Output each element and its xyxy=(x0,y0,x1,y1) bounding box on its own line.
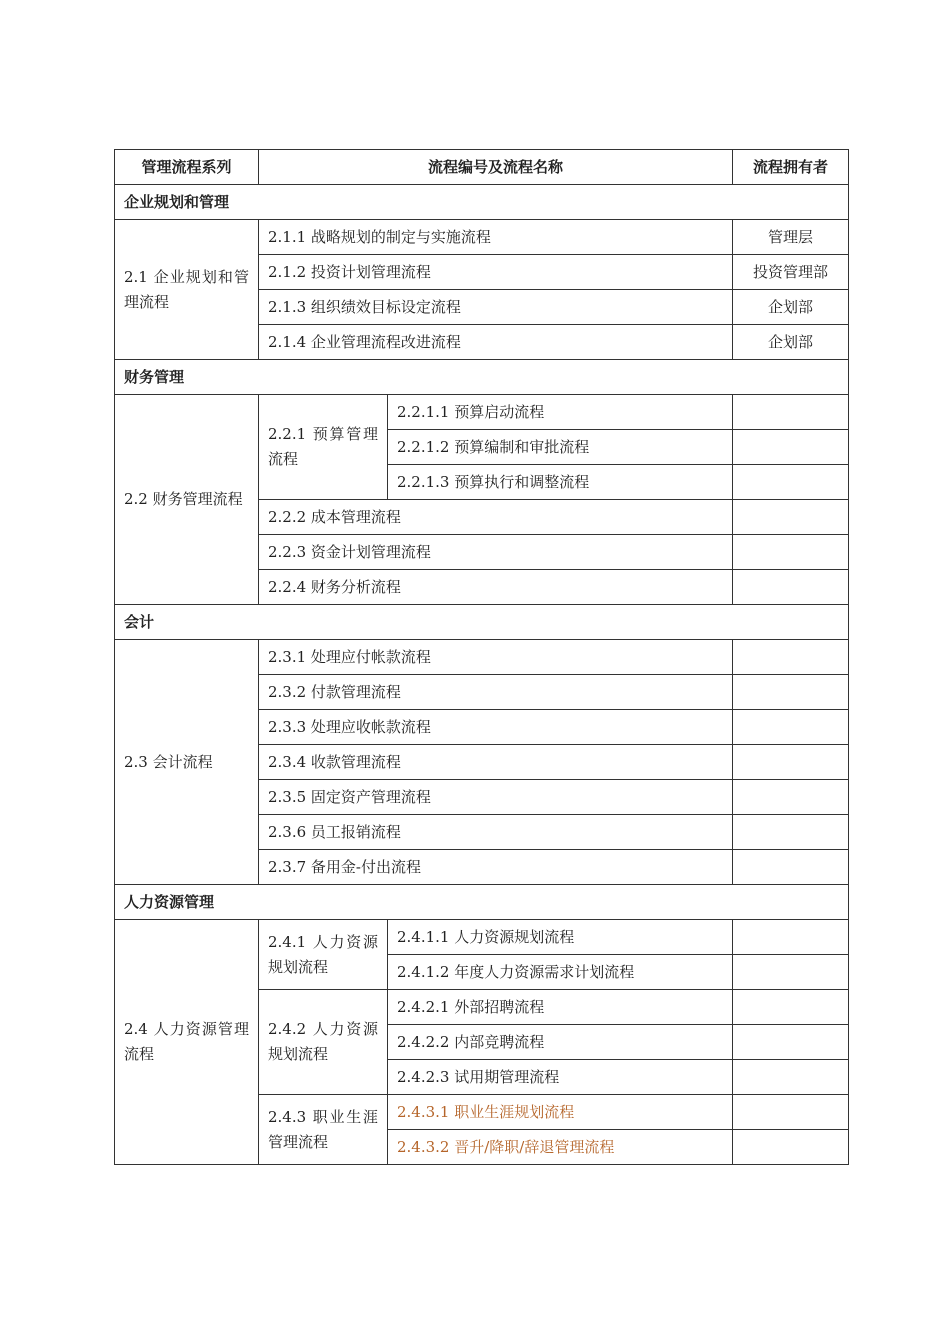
process-owner xyxy=(733,710,849,745)
process-table xyxy=(114,149,849,1165)
process-owner xyxy=(733,500,849,535)
subgroup-cell: 2.4.1 人力资源规划流程 xyxy=(259,920,388,990)
header-series: 管理流程系列 xyxy=(115,150,259,185)
process-owner xyxy=(733,850,849,885)
section-title: 企业规划和管理 xyxy=(115,185,849,220)
header-process-name: 流程编号及流程名称 xyxy=(259,150,733,185)
process-name: 2.4.1.2 年度人力资源需求计划流程 xyxy=(388,955,733,990)
process-owner xyxy=(733,955,849,990)
process-name-highlighted: 2.4.3.1 职业生涯规划流程 xyxy=(388,1095,733,1130)
process-name: 2.2.1.3 预算执行和调整流程 xyxy=(388,465,733,500)
subgroup-cell: 2.2.1 预算管理流程 xyxy=(259,395,388,500)
process-owner xyxy=(733,990,849,1025)
series-cell: 2.4 人力资源管理流程 xyxy=(115,920,259,1165)
process-name: 2.4.1.1 人力资源规划流程 xyxy=(388,920,733,955)
process-owner xyxy=(733,920,849,955)
process-name: 2.1.3 组织绩效目标设定流程 xyxy=(259,290,733,325)
process-owner: 企划部 xyxy=(733,325,849,360)
subgroup-cell: 2.4.2 人力资源规划流程 xyxy=(259,990,388,1095)
header-owner: 流程拥有者 xyxy=(733,150,849,185)
process-owner xyxy=(733,465,849,500)
process-name: 2.2.4 财务分析流程 xyxy=(259,570,733,605)
process-name: 2.3.4 收款管理流程 xyxy=(259,745,733,780)
process-name: 2.2.1.2 预算编制和审批流程 xyxy=(388,430,733,465)
section-row xyxy=(115,885,849,920)
process-name: 2.4.2.2 内部竞聘流程 xyxy=(388,1025,733,1060)
process-name: 2.1.4 企业管理流程改进流程 xyxy=(259,325,733,360)
process-owner xyxy=(733,395,849,430)
process-name: 2.3.2 付款管理流程 xyxy=(259,675,733,710)
process-name: 2.3.7 备用金-付出流程 xyxy=(259,850,733,885)
series-cell: 2.3 会计流程 xyxy=(115,640,259,885)
process-owner xyxy=(733,640,849,675)
process-name: 2.3.6 员工报销流程 xyxy=(259,815,733,850)
section-row xyxy=(115,360,849,395)
process-owner xyxy=(733,535,849,570)
process-owner: 投资管理部 xyxy=(733,255,849,290)
subgroup-cell: 2.4.3 职业生涯管理流程 xyxy=(259,1095,388,1165)
process-name: 2.2.3 资金计划管理流程 xyxy=(259,535,733,570)
process-owner xyxy=(733,570,849,605)
process-owner xyxy=(733,815,849,850)
header-row xyxy=(115,150,849,185)
process-name: 2.3.1 处理应付帐款流程 xyxy=(259,640,733,675)
process-name: 2.1.2 投资计划管理流程 xyxy=(259,255,733,290)
table-row xyxy=(115,395,849,430)
process-owner xyxy=(733,745,849,780)
process-owner: 企划部 xyxy=(733,290,849,325)
process-owner: 管理层 xyxy=(733,220,849,255)
section-title: 人力资源管理 xyxy=(115,885,849,920)
section-title: 财务管理 xyxy=(115,360,849,395)
process-owner xyxy=(733,1025,849,1060)
series-cell: 2.2 财务管理流程 xyxy=(115,395,259,605)
process-name: 2.3.3 处理应收帐款流程 xyxy=(259,710,733,745)
section-title: 会计 xyxy=(115,605,849,640)
process-name: 2.3.5 固定资产管理流程 xyxy=(259,780,733,815)
section-row xyxy=(115,185,849,220)
table-row xyxy=(115,640,849,675)
process-name: 2.2.1.1 预算启动流程 xyxy=(388,395,733,430)
process-name-highlighted: 2.4.3.2 晋升/降职/辞退管理流程 xyxy=(388,1130,733,1165)
table-row xyxy=(115,920,849,955)
process-name: 2.4.2.1 外部招聘流程 xyxy=(388,990,733,1025)
table-row xyxy=(115,220,849,255)
section-row xyxy=(115,605,849,640)
process-owner xyxy=(733,1130,849,1165)
process-owner xyxy=(733,1060,849,1095)
process-owner xyxy=(733,780,849,815)
process-owner xyxy=(733,1095,849,1130)
process-name: 2.4.2.3 试用期管理流程 xyxy=(388,1060,733,1095)
process-name: 2.2.2 成本管理流程 xyxy=(259,500,733,535)
process-owner xyxy=(733,675,849,710)
series-cell: 2.1 企业规划和管理流程 xyxy=(115,220,259,360)
process-owner xyxy=(733,430,849,465)
process-name: 2.1.1 战略规划的制定与实施流程 xyxy=(259,220,733,255)
